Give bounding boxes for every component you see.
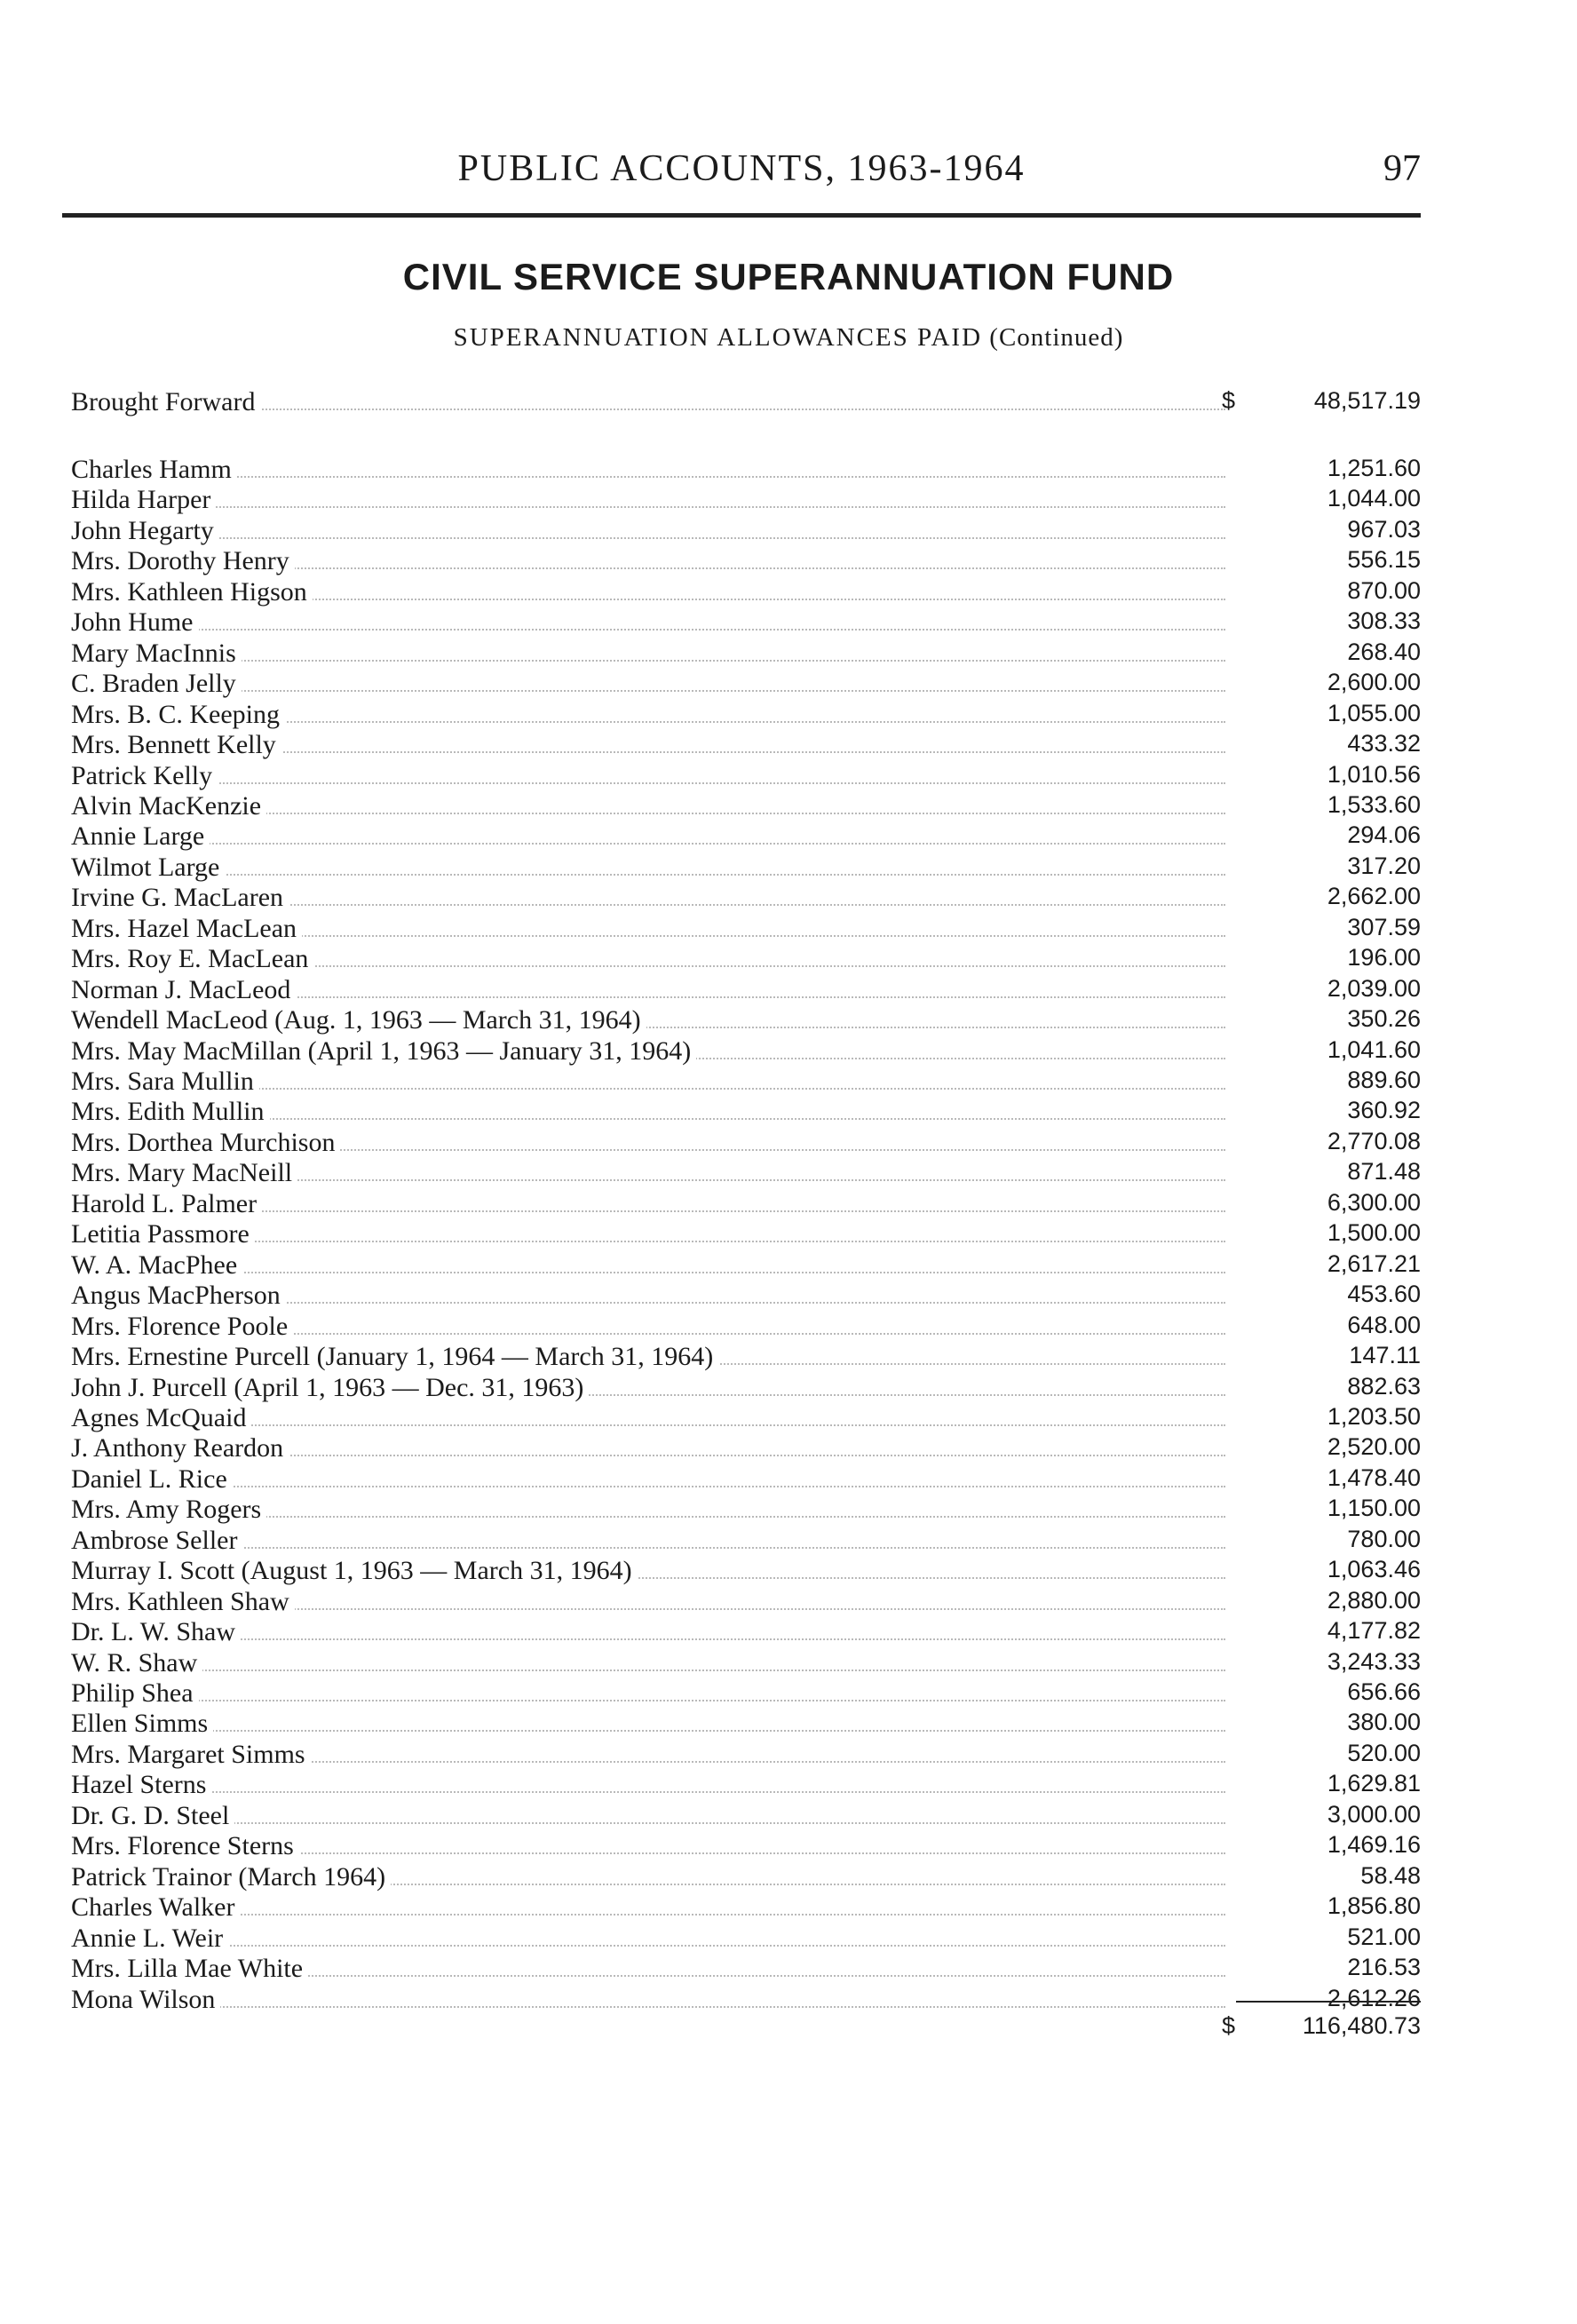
payee-name: John Hume [71,607,199,638]
list-item [71,577,1421,607]
fund-title: CIVIL SERVICE SUPERANNUATION FUND [402,256,1175,297]
running-title: PUBLIC ACCOUNTS, 1963-1964 [457,148,1026,189]
list-item [71,1250,1421,1281]
list-item [71,1831,1421,1861]
payment-amount: 1,478.40 [1327,1463,1421,1491]
list-item [71,975,1421,1005]
dot-leader [71,782,1225,784]
payee-name: John Hegarty [71,516,219,546]
payee-name: Alvin MacKenzie [71,791,266,821]
dot-leader [71,476,1225,478]
payee-name: Mrs. Lilla Mae White [71,1954,308,1984]
dot-leader [71,1272,1225,1273]
dot-leader [71,1700,1225,1701]
payee-name: Mrs. B. C. Keeping [71,700,285,730]
payment-amount: 556.15 [1347,546,1421,574]
list-item [71,1954,1421,1984]
brought-forward-amount: 48,517.19 [1313,387,1421,414]
payment-amount: 1,041.60 [1327,1035,1421,1063]
payment-amount: 2,617.21 [1327,1249,1421,1277]
payee-name: Mrs. Dorthea Murchison [71,1128,340,1158]
payee-name: Mrs. Hazel MacLean [71,914,302,944]
list-item [71,791,1421,821]
list-item [71,1005,1421,1035]
payment-amount: 520.00 [1347,1739,1421,1766]
payee-name: J. Anthony Reardon [71,1433,289,1463]
payee-name: Charles Walker [71,1892,240,1923]
payment-amount: 2,600.00 [1327,669,1421,696]
list-item [71,1097,1421,1127]
list-item [71,455,1421,485]
list-item [71,1342,1421,1372]
payment-amount: 1,251.60 [1327,455,1421,481]
payment-amount: 521.00 [1347,1923,1421,1950]
list-item [71,1464,1421,1495]
total-currency: $ [1222,2012,1236,2039]
payee-name: Mrs. Roy E. MacLean [71,944,313,974]
payment-amount: 308.33 [1347,607,1421,635]
list-item [71,1495,1421,1525]
payment-amount: 6,300.00 [1327,1188,1421,1216]
payment-amount: 1,500.00 [1327,1219,1421,1247]
section-subtitle [0,323,1577,353]
payment-amount: 350.26 [1347,1005,1421,1033]
list-item [71,1373,1421,1403]
list-item [71,730,1421,760]
payee-name: Letitia Passmore [71,1219,255,1249]
payee-name: Norman J. MacLeod [71,975,296,1005]
payee-name: John J. Purcell (April 1, 1963 — Dec. 31, 1963) [71,1373,589,1403]
payee-name: Mrs. Florence Sterns [71,1831,299,1861]
payee-name: C. Braden Jelly [71,669,242,699]
payee-name: Mrs. Mary MacNeill [71,1158,297,1188]
payee-name: Mary MacInnis [71,639,242,669]
total-row [71,2012,1421,2042]
list-item [71,1526,1421,1556]
total-rule [1236,2001,1421,2003]
payment-amount: 216.53 [1347,1954,1421,1981]
list-item [71,516,1421,546]
list-item [71,1312,1421,1342]
list-item [71,761,1421,791]
payment-amount: 1,010.56 [1327,760,1421,788]
list-item [71,1219,1421,1249]
dot-leader [71,1822,1225,1824]
payee-name: Dr. L. W. Shaw [71,1617,241,1647]
payee-name: Annie L. Weir [71,1923,228,1954]
payee-name: Mrs. Ernestine Purcell (January 1, 1964 — March 31, 1964) [71,1342,718,1372]
list-item [71,1709,1421,1739]
payee-name: Patrick Trainor (March 1964) [71,1862,391,1892]
list-item [71,1158,1421,1188]
brought-forward-row [71,387,1421,417]
payment-amount: 1,055.00 [1327,699,1421,726]
payment-amount: 380.00 [1347,1709,1421,1736]
dot-leader [71,660,1225,662]
payee-name: Philip Shea [71,1678,199,1709]
dot-leader [71,506,1225,508]
payment-amount: 453.60 [1347,1281,1421,1308]
payee-name: Hazel Sterns [71,1770,211,1800]
brought-forward-label: Brought Forward [71,387,260,417]
list-item [71,607,1421,638]
dot-leader [71,1791,1225,1793]
payee-name: Mrs. May MacMillan (April 1, 1963 — January 31, 1964) [71,1036,696,1067]
list-item [71,1587,1421,1617]
list-item [71,485,1421,515]
payment-amount: 2,880.00 [1327,1586,1421,1614]
list-item [71,944,1421,974]
list-item [71,1403,1421,1433]
payee-name: Murray I. Scott (August 1, 1963 — March 31, 1964) [71,1556,638,1586]
payment-amount: 648.00 [1347,1311,1421,1338]
header-rule [62,213,1421,218]
payment-amount: 294.06 [1347,821,1421,849]
subtitle-main: SUPERANNUATION ALLOWANCES PAID [453,323,983,352]
payee-name: Mrs. Margaret Simms [71,1740,311,1770]
payment-amount: 967.03 [1347,515,1421,543]
payment-amount: 3,243.33 [1327,1647,1421,1675]
list-item [71,1648,1421,1678]
dot-leader [71,1945,1225,1947]
dot-leader [71,1486,1225,1487]
list-item [71,1617,1421,1647]
payment-amount: 1,856.80 [1327,1892,1421,1920]
list-item [71,1862,1421,1892]
payment-amount: 1,469.16 [1327,1831,1421,1859]
payment-amount: 360.92 [1347,1097,1421,1124]
dot-leader [71,874,1225,876]
payee-name: W. R. Shaw [71,1648,202,1678]
payment-amount: 268.40 [1347,638,1421,665]
payee-name: Mrs. Edith Mullin [71,1097,270,1127]
list-item [71,1433,1421,1463]
payee-name: Mrs. Bennett Kelly [71,730,281,760]
list-item [71,1128,1421,1158]
list-item [71,1892,1421,1923]
list-item [71,853,1421,883]
payment-amount: 889.60 [1347,1067,1421,1093]
payee-name: Angus MacPherson [71,1281,286,1311]
page-number: 97 [1383,148,1421,189]
dot-leader [71,1547,1225,1549]
list-item [71,700,1421,730]
list-item [71,883,1421,913]
payment-amount: 317.20 [1347,852,1421,879]
payee-name: Annie Large [71,821,210,852]
payment-amount: 1,533.60 [1327,790,1421,818]
payment-amount: 882.63 [1347,1372,1421,1400]
list-item [71,1801,1421,1831]
payment-amount: 433.32 [1347,730,1421,757]
payment-amount: 307.59 [1347,913,1421,940]
payment-amount: 3,000.00 [1327,1800,1421,1828]
list-item [71,639,1421,669]
list-item [71,1281,1421,1311]
dot-leader [71,690,1225,692]
list-item [71,1556,1421,1586]
list-item [71,1189,1421,1219]
payee-name: Hilda Harper [71,485,216,515]
list-item [71,1985,1421,2015]
list-item [71,546,1421,576]
list-item [71,1740,1421,1770]
payee-name: Harold L. Palmer [71,1189,262,1219]
payee-name: Mrs. Dorothy Henry [71,546,295,576]
list-item [71,821,1421,852]
payment-amount: 4,177.82 [1327,1617,1421,1645]
running-header [62,147,1421,197]
payment-amount: 2,520.00 [1327,1433,1421,1461]
payee-name: Irvine G. MacLaren [71,883,289,913]
payment-amount: 196.00 [1347,944,1421,972]
payee-name: Wendell MacLeod (Aug. 1, 1963 — March 31, 1964) [71,1005,646,1035]
list-item [71,669,1421,699]
payment-amount: 58.48 [1360,1861,1421,1889]
dot-leader [71,1638,1225,1640]
payment-amount: 1,150.00 [1327,1495,1421,1522]
payee-name: Mrs. Sara Mullin [71,1067,259,1097]
payment-amount: 1,044.00 [1327,485,1421,512]
payee-name: Mrs. Amy Rogers [71,1495,266,1525]
dot-leader [71,1914,1225,1916]
total-amount: 116,480.73 [1302,2012,1421,2039]
payment-amount: 2,612.26 [1327,1984,1421,2011]
payee-name: Mona Wilson [71,1985,220,2015]
payment-amount: 1,063.46 [1327,1556,1421,1583]
payee-name: W. A. MacPhee [71,1250,242,1281]
dot-leader [71,1670,1225,1671]
payee-name: Charles Hamm [71,455,237,485]
payment-amount: 780.00 [1347,1525,1421,1552]
payee-name: Ambrose Seller [71,1526,242,1556]
dot-leader [71,1730,1225,1732]
payee-name: Mrs. Kathleen Shaw [71,1587,295,1617]
payment-amount: 2,770.08 [1327,1127,1421,1154]
payment-amount: 2,662.00 [1327,883,1421,910]
payment-amount: 870.00 [1347,576,1421,604]
payment-amount: 871.48 [1347,1158,1421,1186]
payee-name: Mrs. Kathleen Higson [71,577,313,607]
list-item [71,914,1421,944]
dot-leader [71,537,1225,539]
payee-name: Ellen Simms [71,1709,213,1739]
list-item [71,1923,1421,1954]
payment-amount: 1,629.81 [1327,1770,1421,1797]
currency-symbol: $ [1222,387,1236,414]
dot-leader [71,2006,1225,2008]
list-item [71,1678,1421,1709]
payment-amount: 147.11 [1349,1342,1421,1369]
list-item [71,1067,1421,1097]
payee-name: Daniel L. Rice [71,1464,233,1495]
payment-amount: 1,203.50 [1327,1402,1421,1430]
dot-leader [71,629,1225,631]
subtitle-note: (Continued) [989,323,1124,352]
payee-name: Patrick Kelly [71,761,218,791]
payee-name: Wilmot Large [71,853,225,883]
dot-leader [71,843,1225,845]
payee-name: Dr. G. D. Steel [71,1801,234,1831]
list-item [71,1770,1421,1800]
payment-amount: 2,039.00 [1327,974,1421,1002]
list-item [71,1036,1421,1067]
payee-name: Agnes McQuaid [71,1403,251,1433]
payee-name: Mrs. Florence Poole [71,1312,293,1342]
payment-amount: 656.66 [1347,1678,1421,1705]
